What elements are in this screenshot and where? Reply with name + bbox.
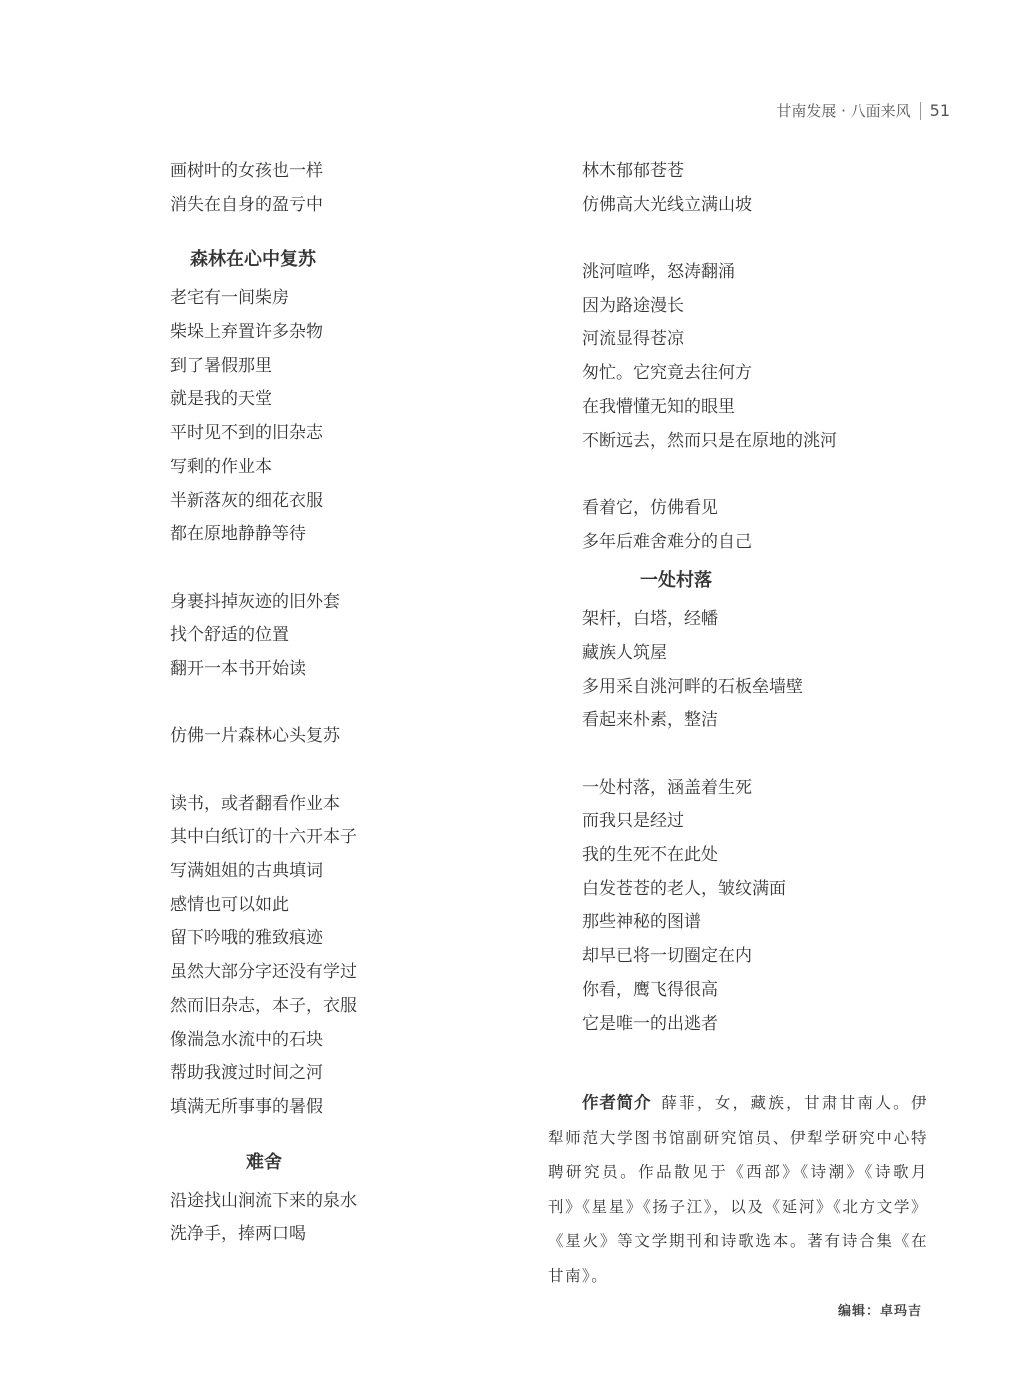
- poem-line: 河流显得苍凉: [582, 329, 684, 350]
- poem-line: 那些神秘的图谱: [582, 912, 701, 933]
- poem-line: 不断远去，然而只是在原地的洮河: [582, 430, 837, 451]
- poem-line: 因为路途漫长: [582, 295, 684, 316]
- poem-line: 平时见不到的旧杂志: [170, 423, 323, 444]
- poem-line: 你看，鹰飞得很高: [582, 979, 718, 1000]
- poem-line: 其中白纸订的十六开本子: [170, 827, 357, 848]
- poem-line: 老宅有一间柴房: [170, 288, 289, 309]
- stanza: [582, 603, 942, 738]
- stanza: [170, 282, 500, 552]
- stanza: [582, 772, 942, 1042]
- poem-title: 一处村落: [640, 570, 712, 592]
- poem-line: 林木郁郁苍苍: [582, 161, 684, 181]
- poem-line: 像湍急水流中的石块: [170, 1029, 323, 1050]
- running-header: [776, 100, 950, 121]
- stanza: [170, 586, 500, 687]
- poem-line: 在我懵懂无知的眼里: [582, 396, 735, 417]
- stanza: [170, 788, 500, 1125]
- poem-line: 多年后难舍难分的自己: [582, 531, 752, 552]
- bio-label: 作者简介: [582, 1093, 652, 1112]
- page-number: 51: [929, 101, 950, 120]
- poem-line: 读书，或者翻看作业本: [170, 793, 340, 814]
- poem-line: 架杆，白塔，经幡: [582, 609, 718, 630]
- poem-line: 虽然大部分字还没有学过: [170, 962, 357, 983]
- poem-line: 藏族人筑屋: [582, 642, 667, 663]
- poem-line: 却早已将一切圈定在内: [582, 946, 752, 967]
- intro-stanza: [170, 155, 500, 222]
- poem-line: 消失在自身的盈亏中: [170, 194, 323, 215]
- bio-text: 薛菲，女，藏族，甘肃甘南人。伊犁师范大学图书馆副研究馆员、伊犁学研究中心特聘研究员。作品散见于《西部》《诗潮》《诗歌月刊》《星星》《扬子江》，以及《延河》《北方文学》《星火》等文学期刊和诗歌选本。著有诗合集《在甘南》。: [548, 1094, 928, 1285]
- poem-line: 柴垛上弃置许多杂物: [170, 322, 323, 343]
- header-divider: [920, 102, 921, 120]
- poem-line: 留下吟哦的雅致痕迹: [170, 928, 323, 949]
- poem-line: 半新落灰的细花衣服: [170, 490, 323, 511]
- poem-line: 画树叶的女孩也一样: [170, 161, 323, 181]
- stanza: [582, 256, 942, 458]
- poem-line: 都在原地静静等待: [170, 524, 306, 545]
- poem-line: 它是唯一的出逃者: [582, 1013, 718, 1034]
- poem-line: 然而旧杂志，本子，衣服: [170, 995, 357, 1016]
- editor-credit: 编辑：卓玛吉: [837, 1304, 922, 1319]
- section-title: 甘南发展 · 八面来风: [776, 102, 911, 120]
- stanza: [170, 720, 500, 754]
- poem-line: 洮河喧哗，怒涛翻涌: [582, 262, 735, 283]
- right-column: [582, 155, 942, 1041]
- poem-line: 写满姐姐的古典填词: [170, 861, 323, 882]
- left-column: [170, 155, 500, 1252]
- poem-line: 仿佛高大光线立满山坡: [582, 194, 752, 215]
- poem-line: 到了暑假那里: [170, 355, 272, 376]
- poem-line: 我的生死不在此处: [582, 845, 718, 866]
- poem-line: 帮助我渡过时间之河: [170, 1063, 323, 1084]
- poem-line: 找个舒适的位置: [170, 625, 289, 646]
- author-bio: [548, 1086, 928, 1293]
- stanza: [582, 155, 942, 222]
- poem-line: 看起来朴素，整洁: [582, 710, 718, 731]
- poem-line: 翻开一本书开始读: [170, 658, 306, 679]
- poem-line: 洗净手，捧两口喝: [170, 1224, 306, 1245]
- poem-title: 难舍: [246, 1151, 282, 1173]
- stanza: [582, 492, 942, 559]
- poem-line: 仿佛一片森林心头复苏: [170, 726, 340, 747]
- poem-title: 森林在心中复苏: [190, 249, 316, 271]
- poem-line: 沿途找山涧流下来的泉水: [170, 1190, 357, 1211]
- poem-line: 感情也可以如此: [170, 894, 289, 915]
- poem-line: 一处村落，涵盖着生死: [582, 777, 752, 798]
- poem-line: 白发苍苍的老人，皱纹满面: [582, 878, 786, 899]
- poem-line: 而我只是经过: [582, 811, 684, 832]
- poem-line: 身裹抖掉灰迹的旧外套: [170, 591, 340, 612]
- poem-line: 就是我的天堂: [170, 389, 272, 410]
- stanza: [170, 1185, 500, 1252]
- poem-line: 填满无所事事的暑假: [170, 1096, 323, 1117]
- poem-line: 匆忙。它究竟去往何方: [582, 363, 752, 384]
- poem-line: 多用采自洮河畔的石板垒墙壁: [582, 676, 803, 697]
- poem-line: 写剩的作业本: [170, 456, 272, 477]
- poem-line: 看着它，仿佛看见: [582, 497, 718, 518]
